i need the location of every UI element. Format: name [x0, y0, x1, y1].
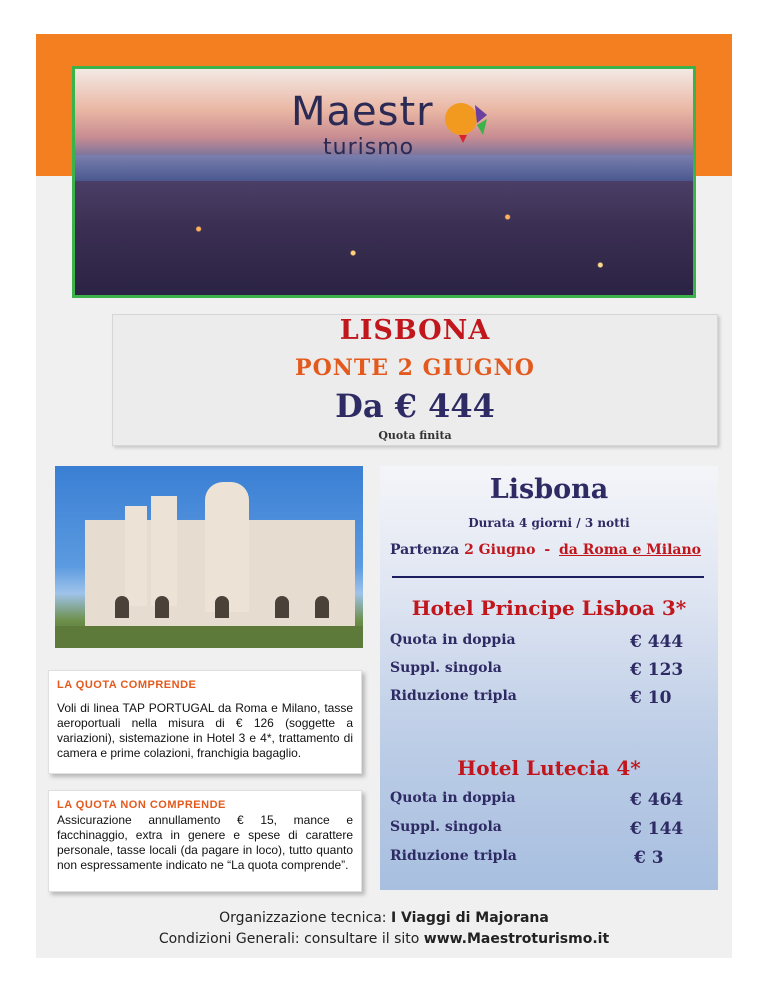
logo-pin-icon [441, 97, 489, 145]
price-row [390, 819, 708, 845]
footer-conditions-label: Condizioni Generali: consultare il sito [158, 931, 420, 947]
footer-conditions [0, 931, 768, 947]
excludes-text: Assicurazione annullamento € 15, mance e facchinaggio, extra in genere e spese di carattere personale, tasse locali (da pagare in loco), tutto quanto non espressamente indicato ne “La quota comprende”. [57, 813, 353, 872]
trip-duration: Durata 4 giorni / 3 notti [468, 516, 630, 530]
excludes-heading: LA QUOTA NON COMPRENDE [57, 799, 226, 811]
hotel-name: Hotel Lutecia 4* [457, 756, 641, 780]
departure-line [390, 542, 701, 558]
logo-word-maestro: Maestr [291, 89, 434, 135]
footer-website-link[interactable]: www.Maestroturismo.it [423, 931, 610, 947]
jeronimos-monastery-photo [55, 466, 363, 648]
includes-box [48, 670, 362, 774]
price-row-label: Quota in doppia [390, 632, 516, 648]
includes-text: Voli di linea TAP PORTUGAL da Roma e Milano, tasse aeroportuali nella misura di € 126 (soggette a variazioni), sistemazione in Hotel 3 e 4*, trattamento di camera e prime colazioni, franchigia bagaglio. [57, 701, 353, 760]
price-row-label: Quota in doppia [390, 790, 516, 806]
hero-image-lisbon-city [72, 66, 696, 298]
section-divider [392, 576, 704, 578]
footer-org-value: I Viaggi di Majorana [390, 910, 549, 926]
price-row [390, 848, 708, 874]
departure-cities: da Roma e Milano [559, 542, 701, 558]
price-row-label: Suppl. singola [390, 819, 502, 835]
price-row-value: € 144 [630, 819, 684, 839]
price-row [390, 660, 708, 686]
price-row-value: € 464 [630, 790, 684, 810]
offer-title-box [112, 314, 718, 446]
price-note: Quota finita [378, 429, 452, 442]
details-panel [380, 466, 718, 890]
price-row-value: € 3 [634, 848, 664, 868]
offer-subtitle: PONTE 2 GIUGNO [295, 355, 535, 381]
price-row [390, 688, 708, 714]
footer-org-label: Organizzazione tecnica: [219, 910, 387, 926]
departure-separator: - [544, 542, 551, 558]
price-row [390, 632, 708, 658]
price-row-value: € 123 [630, 660, 684, 680]
price-row-label: Suppl. singola [390, 660, 502, 676]
panel-city-title: Lisbona [489, 474, 609, 505]
starting-price: Da € 444 [335, 387, 495, 425]
hotel-name: Hotel Principe Lisboa 3* [411, 596, 687, 620]
maestro-turismo-logo [291, 89, 491, 169]
price-row-label: Riduzione tripla [390, 848, 517, 864]
includes-heading: LA QUOTA COMPRENDE [57, 679, 197, 691]
logo-word-turismo: turismo [323, 135, 415, 160]
price-row-value: € 444 [630, 632, 684, 652]
departure-date: 2 Giugno [464, 542, 536, 558]
departure-label: Partenza [390, 542, 460, 558]
excludes-box [48, 790, 362, 892]
destination-title: LISBONA [339, 315, 491, 346]
footer-organization [0, 910, 768, 926]
price-row-value: € 10 [630, 688, 672, 708]
price-row [390, 790, 708, 816]
price-row-label: Riduzione tripla [390, 688, 517, 704]
